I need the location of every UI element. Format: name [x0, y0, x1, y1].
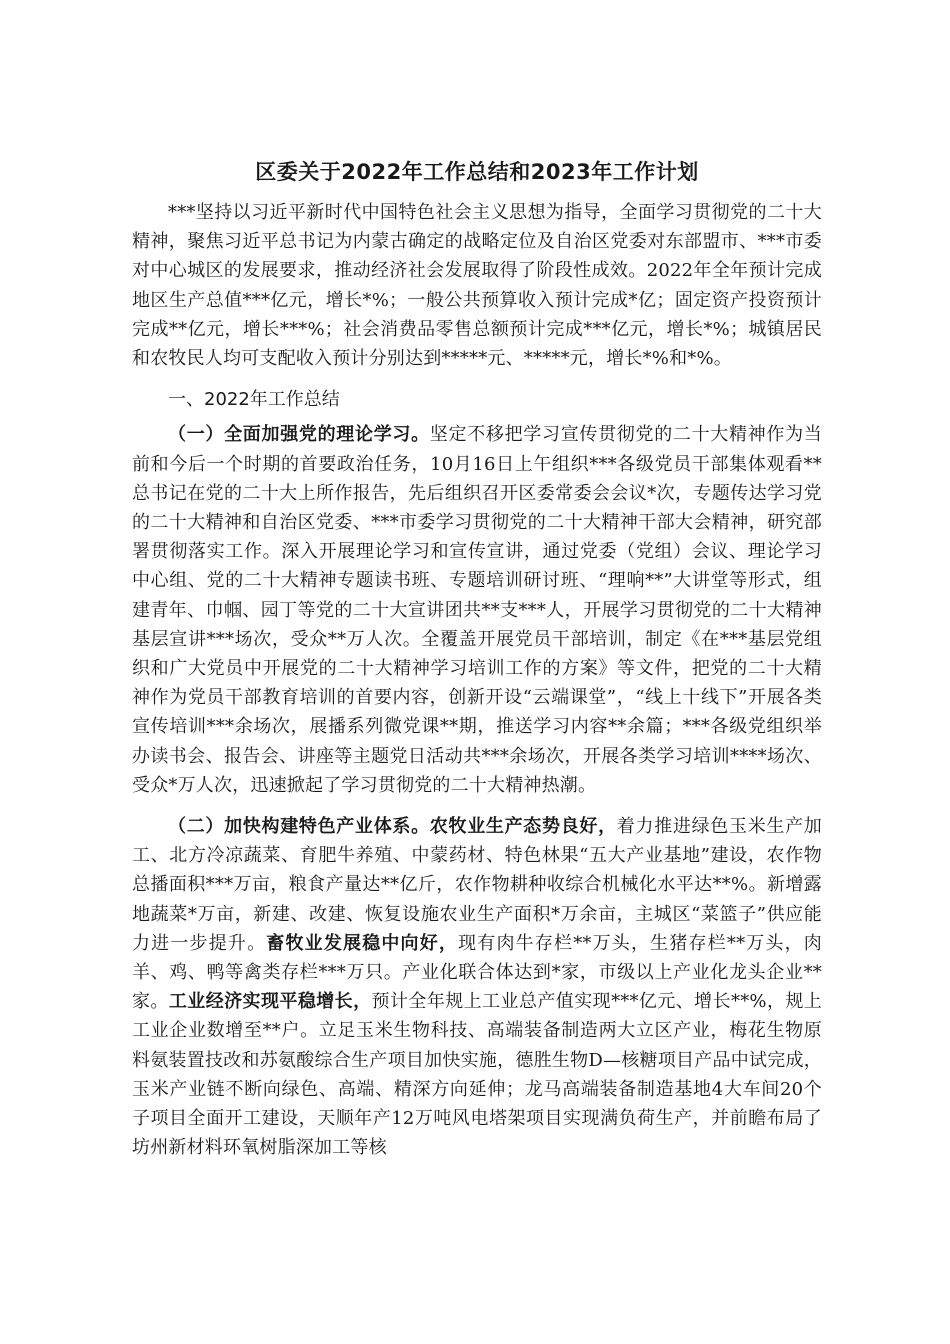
subsection-heading: （二）加快构建特色产业体系。 [168, 816, 430, 838]
paragraph-text: 预计全年规上工业总产值实现***亿元、增长**%，规上工业企业数增至**户。立足玉米生物科技、高端装备制造两大立区产业，梅花生物原料氨装置技改和苏氨酸综合生产项目加快实施，德胜生物D—核糖项目产品中试完成，玉米产业链不断向绿色、高端、精深方向延伸；龙马高端装备制造基地4大车间20个子项目全面开工建设，天顺年产12万吨风电塔架项目实现满负荷生产，并前瞻布局了坊州新材料环氧树脂深加工等核 [132, 991, 822, 1159]
paragraph-text: 着力推进绿色玉米生产加工、北方冷凉蔬菜、育肥牛养殖、中蒙药材、特色林果“五大产业基地”建设，农作物总播面积***万亩，粮食产量达**亿斤，农作物耕种收综合机械化水平达**%。新增露地蔬菜*万亩，新建、改建、恢复设施农业生产面积*万余亩，主城区“菜篮子”供应能力进一步提升。 [132, 816, 822, 954]
paragraph-text: 坚定不移把学习宣传贯彻党的二十大精神作为当前和今后一个时期的首要政治任务，10月16日上午组织***各级党员干部集体观看**总书记在党的二十大上所作报告，先后组织召开区委常委会会议*次，专题传达学习党的二十大精神和自治区党委、***市委学习贯彻党的二十大精神干部大会精神，研究部署贯彻落实工作。深入开展理论学习和宣传宣讲，通过党委（党组）会议、理论学习中心组、党的二十大精神专题读书班、专题培训研讨班、“理响**”大讲堂等形式，组建青年、巾帼、园丁等党的二十大宣讲团共**支***人，开展学习贯彻党的二十大精神基层宣讲***场次，受众**万人次。全覆盖开展党员干部培训，制定《在***基层党组织和广大党员中开展党的二十大精神学习培训工作的方案》等文件，把党的二十大精神作为党员干部教育培训的首要内容，创新开设“云端课堂”，“线上十线下”开展各类宣传培训***余场次，展播系列微党课**期，推送学习内容**余篇；***各级党组织举办读书会、报告会、讲座等主题党日活动共***余场次，开展各类学习培训****场次、受众*万人次，迅速掀起了学习贯彻党的二十大精神热潮。 [132, 424, 822, 796]
paragraph-theory-study [132, 420, 822, 800]
paragraph-gap [132, 800, 822, 812]
emphasis-text: 工业经济实现平稳增长， [168, 991, 372, 1013]
emphasis-text: 畜牧业发展稳中向好， [266, 932, 459, 954]
paragraph-industry [132, 812, 822, 1162]
paragraph-text: 现有肉牛存栏**万头，生猪存栏**万头，肉羊、鸡、鸭等禽类存栏***万只。产业化联合体达到*家，市级以上产业化龙头企业**家。 [132, 932, 822, 1013]
subsection-heading: （一）全面加强党的理论学习。 [168, 424, 430, 446]
document-title: 区委关于2022年工作总结和2023年工作计划 [255, 160, 699, 184]
emphasis-text: 农牧业生产态势良好， [429, 816, 617, 838]
intro-paragraph: ***坚持以习近平新时代中国特色社会主义思想为指导，全面学习贯彻党的二十大精神，聚焦习近平总书记为内蒙古确定的战略定位及自治区党委对东部盟市、***市委对中心城区的发展要求，推动经济社会发展取得了阶段性成效。2022年全年预计完成地区生产总值***亿元，增长*%；一般公共预算收入预计完成*亿；固定资产投资预计完成**亿元，增长***%；社会消费品零售总额预计完成***亿元，增长*%；城镇居民和农牧民人均可支配收入预计分别达到*****元、*****元，增长*%和*%。 [132, 202, 822, 370]
section-heading: 一、2022年工作总结 [168, 389, 340, 411]
document-page [132, 150, 822, 1163]
